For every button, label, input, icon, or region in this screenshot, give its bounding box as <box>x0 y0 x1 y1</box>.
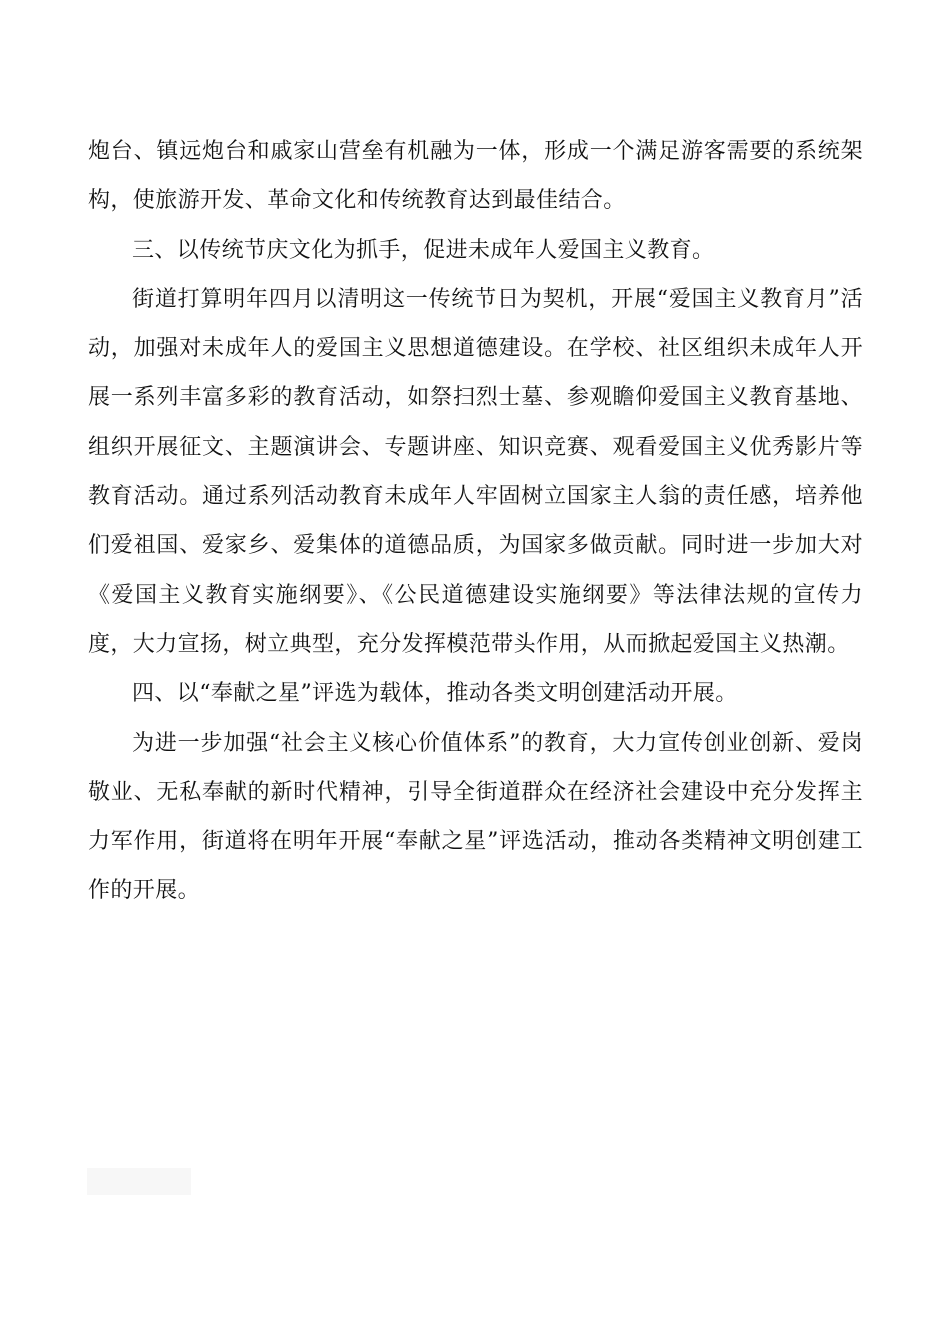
paragraph-patriotic-education: 街道打算明年四月以清明这一传统节日为契机，开展“爱国主义教育月”活动，加强对未成年人的爱国主义思想道德建设。在学校、社区组织未成年人开展一系列丰富多彩的教育活动，如祭扫烈士墓、参观瞻仰爱国主义教育基地、组织开展征文、主题演讲会、专题讲座、知识竞赛、观看爱国主义优秀影片等教育活动。通过系列活动教育未成年人牢固树立国家主人翁的责任感，培养他们爱祖国、爱家乡、爱集体的道德品质，为国家多做贡献。同时进一步加大对《爱国主义教育实施纲要》、《公民道德建设实施纲要》等法律法规的宣传力度，大力宣扬，树立典型，充分发挥模范带头作用，从而掀起爱国主义热潮。 <box>88 286 863 657</box>
paragraph-dedication-star: 为进一步加强“社会主义核心价值体系”的教育，大力宣传创业创新、爱岗敬业、无私奉献的新时代精神，引导全街道群众在经济社会建设中充分发挥主力军作用，街道将在明年开展“奉献之星”评选活动，推动各类精神文明创建工作的开展。 <box>88 730 863 904</box>
faint-footer-mark <box>87 1168 191 1195</box>
document-body <box>88 127 863 916</box>
section-heading-three: 三、以传统节庆文化为抓手，促进未成年人爱国主义教育。 <box>132 237 715 263</box>
section-heading-four: 四、以“奉献之星”评选为载体，推动各类文明创建活动开展。 <box>132 681 738 707</box>
paragraph-continuation: 炮台、镇远炮台和戚家山营垒有机融为一体，形成一个满足游客需要的系统架构，使旅游开发、革命文化和传统教育达到最佳结合。 <box>88 139 863 214</box>
